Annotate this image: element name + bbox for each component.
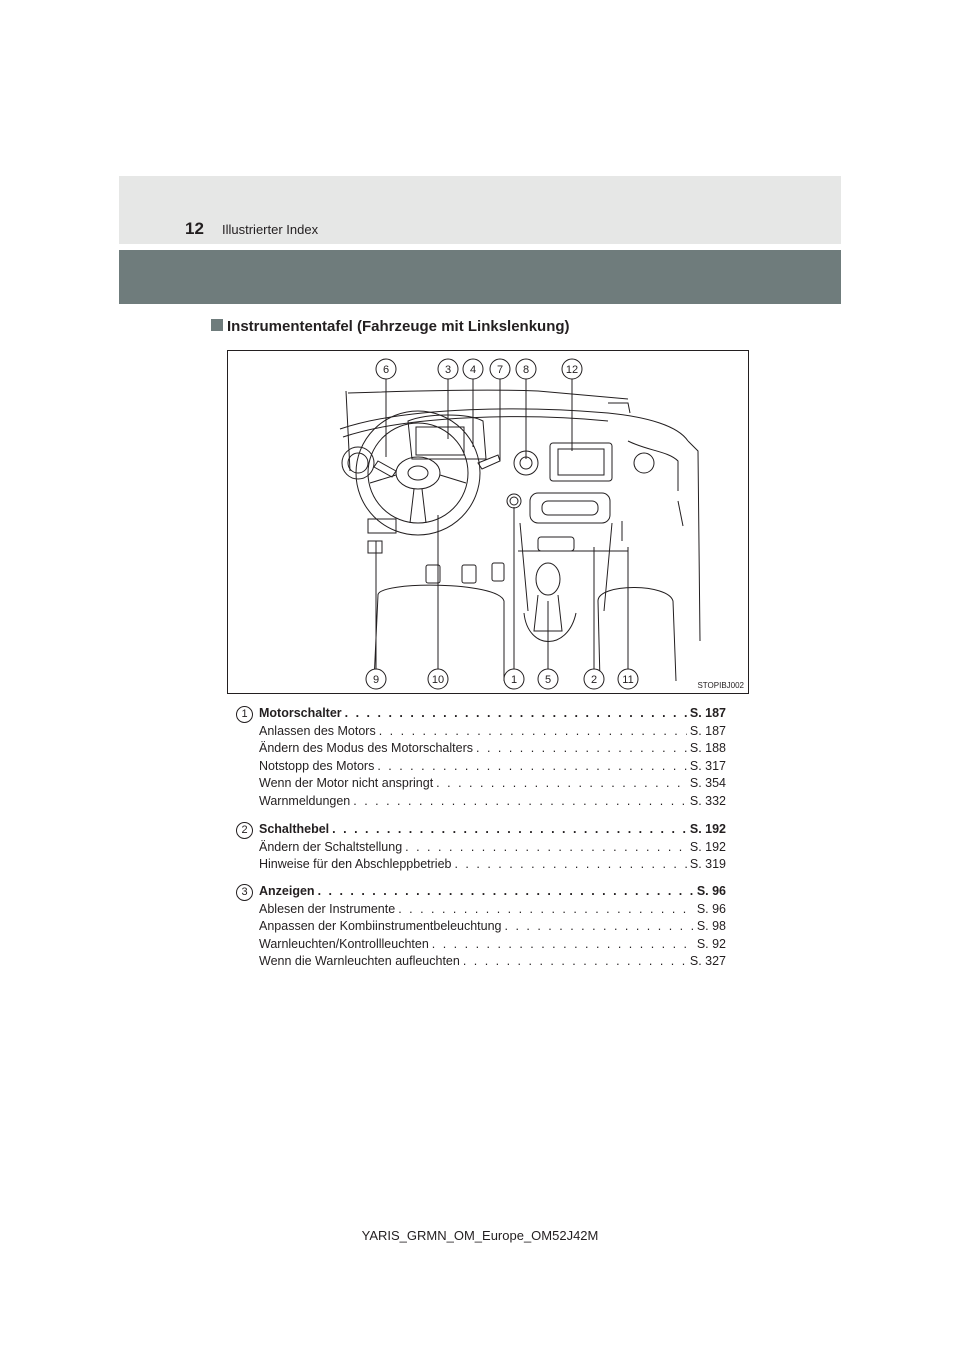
index-entry [236,822,726,875]
header-band [119,250,841,304]
callout-bottom-label-5: 5 [544,674,552,686]
sub-page: S. 92 [696,936,726,951]
callout-top-label-4: 4 [469,364,477,376]
sub-page: S. 327 [689,954,726,968]
page-number: 12 [185,219,204,238]
leader-dots [476,741,687,759]
sub-page: S. 192 [689,839,726,854]
sub-page: S. 317 [689,758,726,773]
callout-bottom-label-9: 9 [372,674,380,686]
entry-number-icon: 2 [236,822,253,839]
callout-top-label-6: 6 [382,364,390,376]
sub-label: Wenn der Motor nicht anspringt [259,776,434,790]
entry-page: S. 96 [696,884,726,898]
entry-sub-line[interactable] [259,724,726,742]
leader-dots [454,857,686,875]
entry-sub-line[interactable] [259,741,726,759]
entry-number-icon: 1 [236,706,253,723]
index-entry [236,706,726,811]
callout-top-label-8: 8 [522,364,530,376]
sub-page: S. 354 [689,776,726,790]
figure-code: STOPIBJ002 [697,681,744,690]
leader-dots [398,902,694,920]
entry-title-line[interactable] [259,822,726,840]
callout-bottom-label-11: 11 [622,674,634,686]
entry-title-line[interactable] [259,884,726,902]
sub-label: Warnleuchten/Kontrollleuchten [259,936,429,951]
dashboard-illustration [227,350,749,694]
sub-label: Warnmeldungen [259,793,351,808]
leader-dots [436,776,687,794]
sub-label: Ablesen der Instrumente [259,901,396,916]
entry-sub-line[interactable] [259,919,726,937]
sub-label: Anpassen der Kombiinstrumentbeleuchtung [259,919,502,933]
entry-page: S. 187 [689,706,726,720]
callout-bottom-label-1: 1 [510,674,518,686]
entry-sub-line[interactable] [259,776,726,794]
section-heading: Instrumententafel (Fahrzeuge mit Linkslenkung) [227,318,570,335]
sub-page: S. 319 [689,857,726,871]
leader-dots [405,840,687,858]
callout-top-label-3: 3 [444,364,452,376]
sub-label: Notstopp des Motors [259,758,375,773]
sub-label: Ändern des Modus des Motorschalters [259,741,473,755]
entry-title-line[interactable] [259,706,726,724]
callout-top-label-12: 12 [565,364,579,376]
entry-title: Motorschalter [259,706,342,720]
sub-page: S. 98 [696,919,726,933]
sub-page: S. 332 [689,793,726,808]
entry-title: Anzeigen [259,884,315,898]
callout-top-label-7: 7 [496,364,504,376]
callout-bottom-label-10: 10 [431,674,445,686]
sub-label: Wenn die Warnleuchten aufleuchten [259,954,460,968]
leader-dots [318,884,694,902]
entry-sub-line[interactable] [259,937,726,955]
section-title: Illustrierter Index [222,222,319,237]
sub-page: S. 187 [689,723,726,738]
index-entry [236,884,726,972]
leader-dots [379,724,687,742]
sub-label: Ändern der Schaltstellung [259,839,403,854]
entry-sub-line[interactable] [259,954,726,972]
document-footer: YARIS_GRMN_OM_Europe_OM52J42M [361,1228,599,1243]
sub-page: S. 188 [689,741,726,755]
dashboard-drawing [228,351,748,693]
entry-sub-line[interactable] [259,902,726,920]
entry-number-icon: 3 [236,884,253,901]
entry-sub-line[interactable] [259,857,726,875]
entry-page: S. 192 [689,822,726,836]
leader-dots [432,937,694,955]
entry-title: Schalthebel [259,822,330,836]
sub-label: Hinweise für den Abschleppbetrieb [259,857,452,871]
leader-dots [345,706,687,724]
leader-dots [505,919,694,937]
callout-bottom-label-2: 2 [590,674,598,686]
leader-dots [377,759,687,777]
section-marker-icon [211,319,223,331]
leader-dots [332,822,687,840]
sub-page: S. 96 [696,901,726,916]
sub-label: Anlassen des Motors [259,723,376,738]
entry-sub-line[interactable] [259,840,726,858]
leader-dots [353,794,687,812]
entry-sub-line[interactable] [259,794,726,812]
entry-sub-line[interactable] [259,759,726,777]
leader-dots [463,954,687,972]
